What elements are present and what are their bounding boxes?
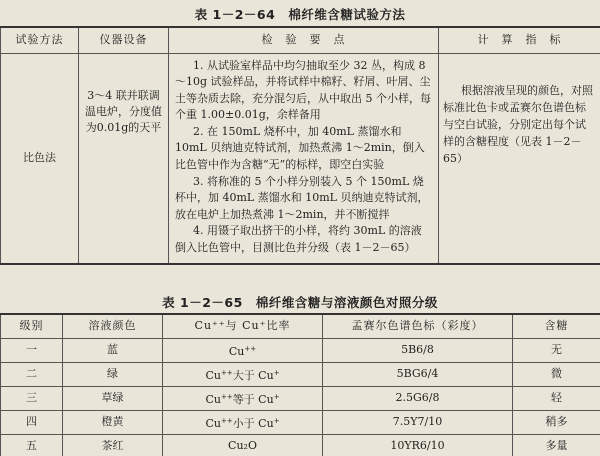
table-row — [1, 434, 600, 456]
header-sugar: 含糖 — [513, 314, 600, 338]
munsell-cell: 2.5G6/8 — [323, 386, 513, 410]
color-cell: 茶红 — [63, 434, 163, 456]
munsell-cell: 10YR6/10 — [323, 434, 513, 456]
sugar-cell: 微 — [513, 362, 600, 386]
color-cell: 绿 — [63, 362, 163, 386]
key-point-3: 3. 将称准的 5 个小样分别装入 5 个 150mL 烧杯中，加 40mL 蒸馏水和 10mL 贝纳迪克特试剂，放在电炉上加热煮沸 1～2min，并不断搅拌 — [175, 174, 429, 221]
table2-title: 表 1－2－65 棉纤维含糖与溶液颜色对照分级 — [162, 295, 438, 310]
key-points-cell — [169, 53, 439, 264]
color-cell: 草绿 — [63, 386, 163, 410]
ratio-cell: Cu++ — [163, 338, 323, 362]
ratio-cell: Cu₂O — [163, 434, 323, 456]
grade-cell: 一 — [1, 338, 63, 362]
equipment-cell: 3～4 联并联调温电炉，分度值为0.01g的天平 — [79, 53, 169, 264]
sugar-cell: 轻 — [513, 386, 600, 410]
grade-cell: 五 — [1, 434, 63, 456]
sugar-cell: 稍多 — [513, 410, 600, 434]
grade-cell: 二 — [1, 362, 63, 386]
sugar-cell: 多量 — [513, 434, 600, 456]
header-grade: 级别 — [1, 314, 63, 338]
grade-cell: 四 — [1, 410, 63, 434]
key-point-1: 1. 从试验室样品中均匀抽取至少 32 丛，构成 8～10g 试验样品，并将试样中棉籽、籽屑、叶屑、尘土等杂质去除，充分混匀后，从中取出 5 个小样，每个重 1.00±0.01g，余样备用 — [175, 58, 431, 122]
method-cell: 比色法 — [1, 53, 79, 264]
header-equipment: 仪器设备 — [79, 27, 169, 53]
sugar-color-grading-table — [0, 313, 600, 456]
header-munsell: 孟赛尔色谱色标（彩度） — [323, 314, 513, 338]
calc-index-cell: 根据溶液呈现的颜色，对照标准比色卡或孟赛尔色谱色标与空白试验，分别定出每个试样的含糖程度（见表 1－2－65） — [439, 53, 600, 264]
table1-header-row — [1, 27, 600, 53]
munsell-cell: 7.5Y7/10 — [323, 410, 513, 434]
header-key-points: 检 验 要 点 — [169, 27, 439, 53]
key-point-2: 2. 在 150mL 烧杯中，加 40mL 蒸馏水和 10mL 贝纳迪克特试剂，加热煮沸 1～2min，倒入比色管中作为含糖“无”的标样，即空白实验 — [175, 124, 425, 172]
table-row — [1, 386, 600, 410]
sugar-cell: 无 — [513, 338, 600, 362]
color-cell: 橙黄 — [63, 410, 163, 434]
ratio-cell: Cu++大于 Cu+ — [163, 362, 323, 386]
grade-cell: 三 — [1, 386, 63, 410]
table1-row — [1, 53, 600, 264]
header-calc-index: 计 算 指 标 — [439, 27, 600, 53]
header-test-method: 试验方法 — [1, 27, 79, 53]
table1-title: 表 1－2－64 棉纤维含糖试验方法 — [194, 7, 406, 22]
munsell-cell: 5B6/8 — [323, 338, 513, 362]
key-point-4: 4. 用镊子取出挤干的小样，将约 30mL 的溶液倒入比色管中，目测比色并分级（表 1－2－65） — [175, 224, 422, 255]
ratio-cell: Cu++等于 Cu+ — [163, 386, 323, 410]
color-cell: 蓝 — [63, 338, 163, 362]
table-row — [1, 362, 600, 386]
table-row — [1, 338, 600, 362]
header-solution-color: 溶液颜色 — [63, 314, 163, 338]
table2-header-row — [1, 314, 600, 338]
ratio-cell: Cu++小于 Cu+ — [163, 410, 323, 434]
header-cu-ratio: Cu⁺⁺与 Cu⁺比率 — [163, 314, 323, 338]
munsell-cell: 5BG6/4 — [323, 362, 513, 386]
sugar-test-method-table — [0, 26, 600, 265]
table-row — [1, 410, 600, 434]
